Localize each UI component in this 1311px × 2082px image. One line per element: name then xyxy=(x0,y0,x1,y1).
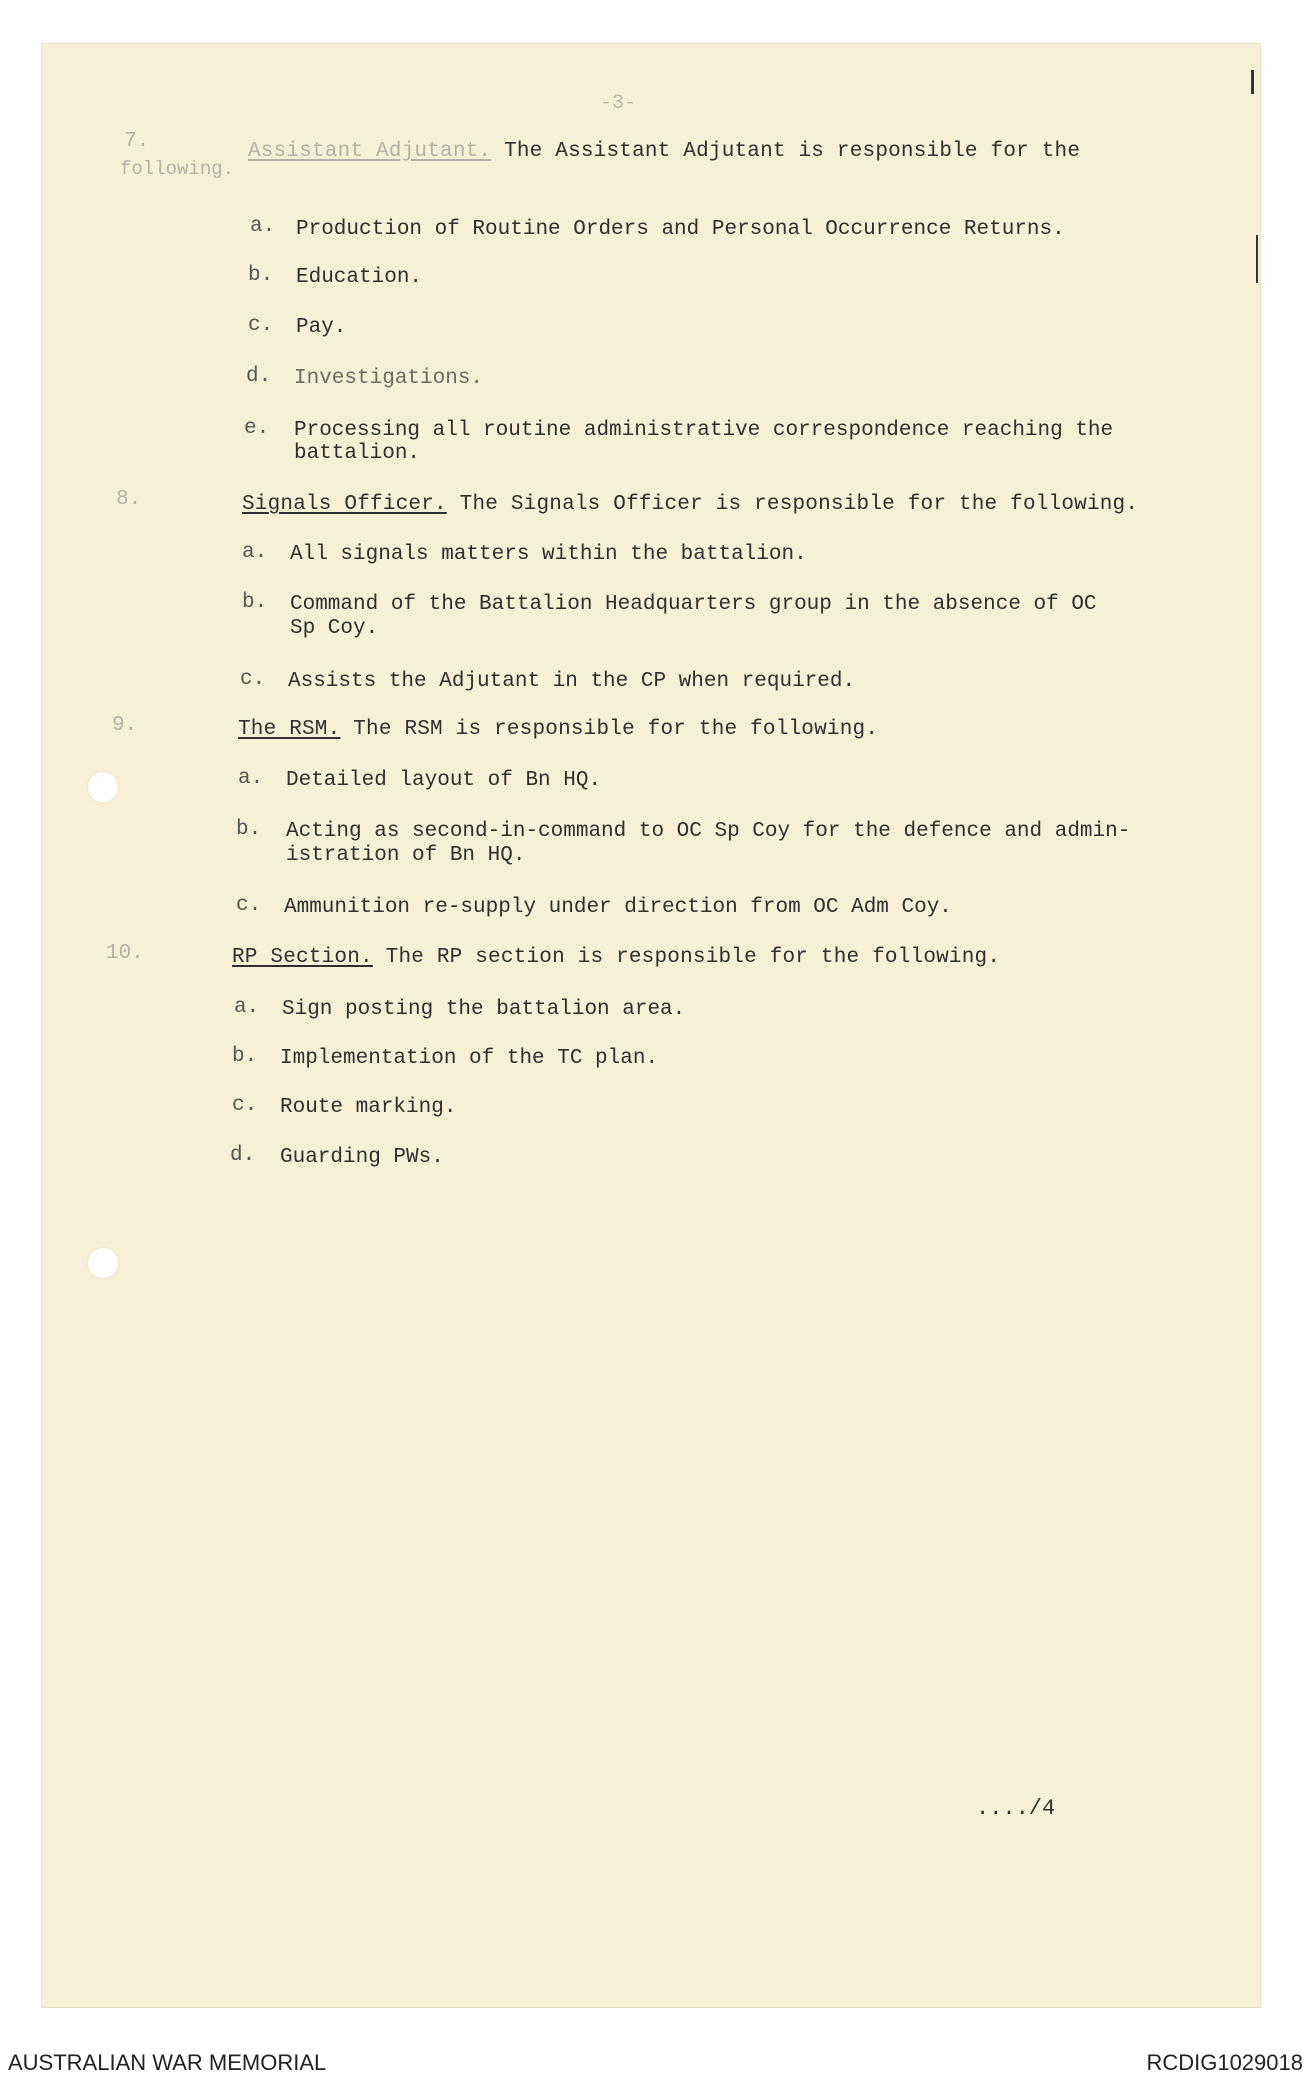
section-10-item-b-text: Implementation of the TC plan. xyxy=(280,1047,659,1070)
section-9-intro-line xyxy=(238,718,878,741)
section-7-item-e-text-cont: battalion. xyxy=(294,442,421,465)
section-7-item-a-letter: a. xyxy=(250,215,276,238)
document-page xyxy=(42,44,1260,2007)
section-8-number: 8. xyxy=(116,488,142,511)
section-9-item-c-letter: c. xyxy=(236,894,262,917)
punch-hole-top xyxy=(88,772,118,802)
section-7-item-b-text: Education. xyxy=(296,266,423,289)
section-8-heading: Signals Officer. xyxy=(242,493,447,516)
section-9-item-b-letter: b. xyxy=(236,818,262,841)
page-number: -3- xyxy=(600,92,637,115)
section-9-item-c-text: Ammunition re-supply under direction from OC Adm Coy. xyxy=(284,896,952,919)
section-8-item-b-text-cont: Sp Coy. xyxy=(290,617,379,640)
section-10-intro: The RP section is responsible for the following. xyxy=(385,946,1001,969)
section-10-item-a-letter: a. xyxy=(234,996,260,1019)
section-8-item-c-text: Assists the Adjutant in the CP when required. xyxy=(288,670,856,693)
section-8-item-c-letter: c. xyxy=(240,668,266,691)
section-8-item-b-letter: b. xyxy=(242,591,268,614)
section-10-item-c-letter: c. xyxy=(232,1094,258,1117)
section-10-item-d-text: Guarding PWs. xyxy=(280,1146,444,1169)
section-10-heading: RP Section. xyxy=(232,946,373,969)
section-9-item-b-text: Acting as second-in-command to OC Sp Coy for the defence and admin- xyxy=(286,820,1131,843)
section-7-intro-line xyxy=(248,140,1080,163)
section-8-intro: The Signals Officer is responsible for the following. xyxy=(459,493,1139,516)
section-7-number: 7. xyxy=(124,130,150,153)
section-10-item-c-text: Route marking. xyxy=(280,1096,457,1119)
next-page-marker: ..../4 xyxy=(976,1796,1056,1821)
section-8-item-b-text: Command of the Battalion Headquarters group in the absence of OC xyxy=(290,593,1097,616)
archive-reference: RCDIG1029018 xyxy=(1146,2050,1303,2075)
section-10-intro-line xyxy=(232,946,1000,969)
section-10-item-d-letter: d. xyxy=(230,1144,256,1167)
section-7-intro: The Assistant Adjutant is responsible for the xyxy=(504,140,1081,163)
edge-mark-top xyxy=(1251,70,1254,94)
section-10-number: 10. xyxy=(106,942,144,965)
section-9-item-a-text: Detailed layout of Bn HQ. xyxy=(286,769,602,792)
section-7-item-e-text: Processing all routine administrative correspondence reaching the xyxy=(294,419,1114,442)
section-10-item-b-letter: b. xyxy=(232,1045,258,1068)
section-7-item-c-text: Pay. xyxy=(296,316,347,339)
section-7-number-continued: following. xyxy=(120,158,235,180)
punch-hole-bottom xyxy=(88,1248,118,1278)
section-9-number: 9. xyxy=(112,714,138,737)
section-10-item-a-text: Sign posting the battalion area. xyxy=(282,998,686,1021)
section-9-intro: The RSM is responsible for the following. xyxy=(353,718,879,741)
archive-name: AUSTRALIAN WAR MEMORIAL xyxy=(8,2050,327,2075)
section-7-item-d-text: Investigations. xyxy=(294,367,484,390)
section-7-item-a-text: Production of Routine Orders and Personal Occurrence Returns. xyxy=(296,218,1065,241)
section-7-item-b-letter: b. xyxy=(248,264,274,287)
section-8-intro-line xyxy=(242,493,1138,516)
section-9-heading: The RSM. xyxy=(238,718,341,741)
section-7-item-e-letter: e. xyxy=(244,417,270,440)
section-8-item-a-text: All signals matters within the battalion. xyxy=(290,543,807,566)
section-7-item-d-letter: d. xyxy=(246,365,272,388)
section-9-item-a-letter: a. xyxy=(238,767,264,790)
section-8-item-a-letter: a. xyxy=(242,541,268,564)
section-9-item-b-text-cont: istration of Bn HQ. xyxy=(286,844,526,867)
section-7-item-c-letter: c. xyxy=(248,314,274,337)
section-7-heading: Assistant Adjutant. xyxy=(248,140,492,163)
edge-mark-middle xyxy=(1256,235,1258,283)
